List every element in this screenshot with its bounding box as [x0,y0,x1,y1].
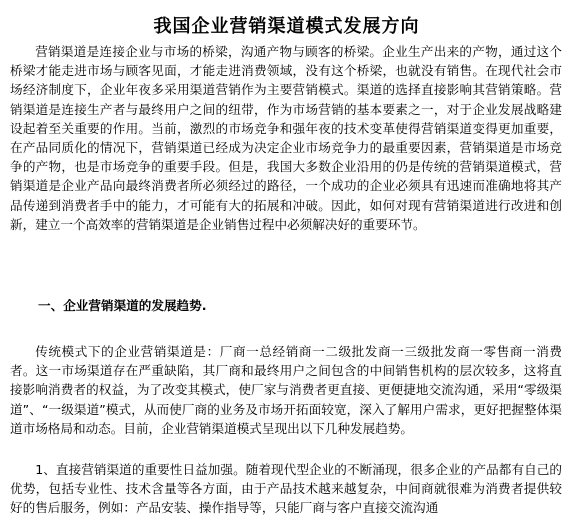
document-title: 我国企业营销渠道模式发展方向 [153,16,420,38]
section-paragraph: 1、直接营销渠道的重要性日益加强。随着现代型企业的不断涌现，很多企业的产品都有自己的优势，包括专业性、技术含量等各方面，由于产品技术越来越复杂，中间商就很难为消费者提供较好的售后服务，例如：产品安装、操作指导等，只能厂商与客户直接交流沟通 [10,462,562,516]
section-heading: 一、企业营销渠道的发展趋势. [38,298,207,313]
section-paragraph: 传统模式下的企业营销渠道是：厂商一总经销商一二级批发商一三级批发商一零售商一消费者。这一市场渠道存在严重缺陷，其厂商和最终用户之间包含的中间销售机构的层次较多，这将直接影响消费者的权益，为了改变其模式，使厂家与消费者更直接、更便捷地交流沟通，采用“零级渠道”、“一级渠道”模式，从而使厂商的业务及市场开拓面较宽，深入了解用户需求，更好把握整体渠道市场格局和动态。目前，企业营销渠道模式呈现出以下几种发展趋势。 [10,344,562,436]
intro-paragraph: 营销渠道是连接企业与市场的桥梁，沟通产物与顾客的桥梁。企业生产出来的产物，通过这个桥梁才能走进市场与顾客见面，才能走进消费领域，没有这个桥梁，也就没有销售。在现代社会市场经济制度下，企业年夜多采用渠道营销作为主要营销模式。渠道的选择直接影响其营销策略。营销渠道是连接生产者与最终用户之间的纽带，作为市场营销的基本要素之一，对于企业发展战略建设起着至关重要的作用。当前，激烈的市场竞争和强年夜的技术变革使得营销渠道变得更加重要，在产品同质化的情况下，营销渠道已经成为决定企业市场竞争力的最重要因素，营销渠道是市场竞争的产物，也是市场竞争的重要手段。但是，我国大多数企业沿用的仍是传统的营销渠道模式，营销渠道是企业产品向最终消费者所必须经过的路径，一个成功的企业必须具有迅速而准确地将其产品传递到消费者手中的能力，才可能有大的拓展和冲破。因此，如何对现有营销渠道进行改进和创新，建立一个高效率的营销渠道是企业销售过程中必须解决好的重要环节。 [10,44,562,232]
